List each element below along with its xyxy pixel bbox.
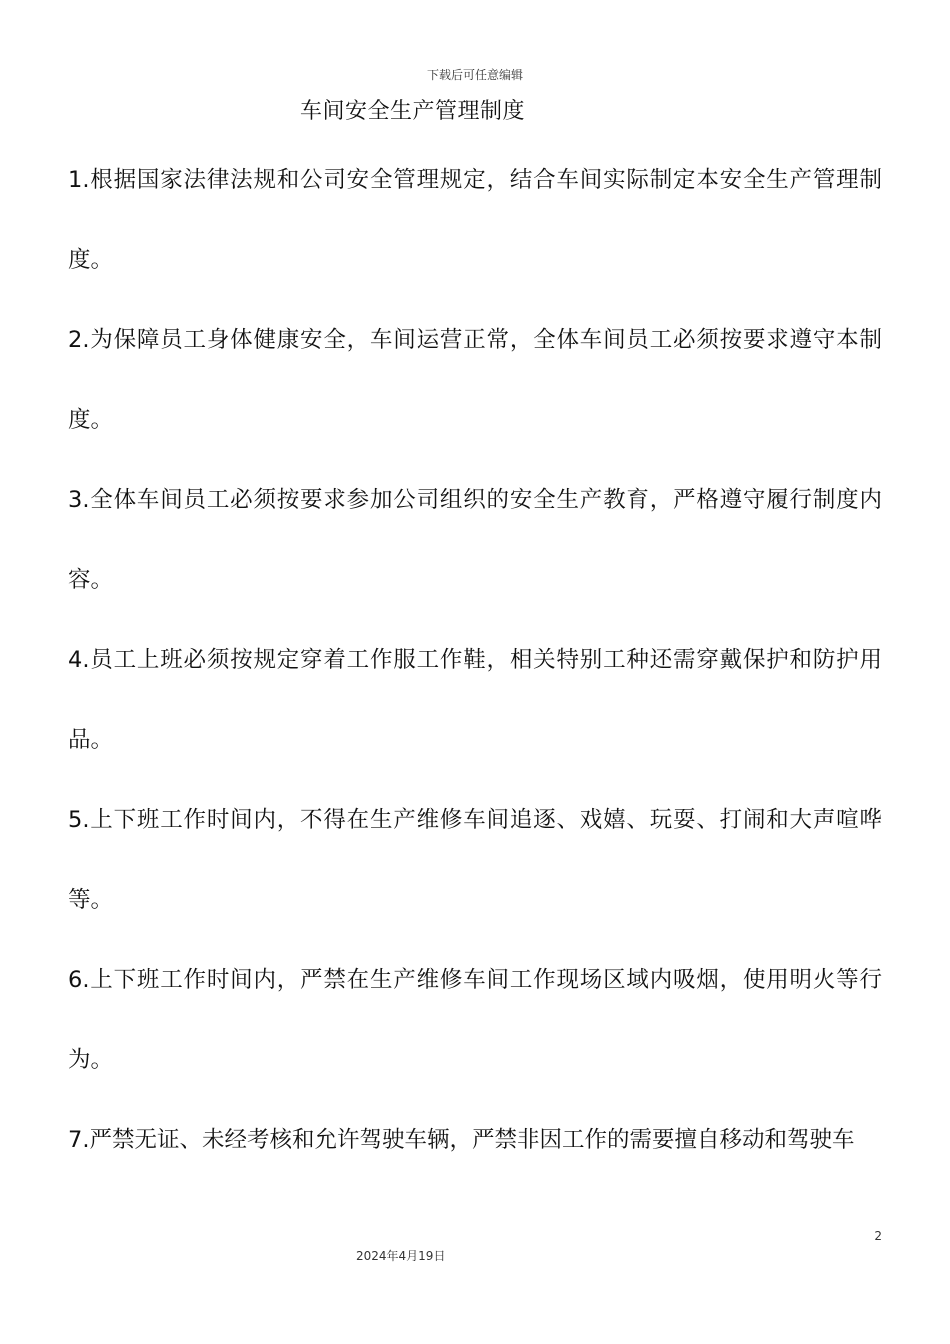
document-title: 车间安全生产管理制度: [300, 99, 526, 124]
footer-date: 2024年4月19日: [356, 1249, 446, 1263]
clause-7: 7.严禁无证、未经考核和允许驾驶车辆，严禁非因工作的需要擅自移动和驾驶车: [68, 1127, 855, 1153]
clause-5: 5.上下班工作时间内，不得在生产维修车间追逐、戏嬉、玩耍、打闹和大声喧哗等。: [68, 807, 882, 913]
clause-2: 2.为保障员工身体健康安全，车间运营正常，全体车间员工必须按要求遵守本制度。: [68, 327, 882, 433]
page-header-note: 下载后可任意编辑: [426, 68, 523, 82]
clause-4: 4.员工上班必须按规定穿着工作服工作鞋，相关特别工种还需穿戴保护和防护用品。: [68, 647, 882, 753]
clause-6: 6.上下班工作时间内，严禁在生产维修车间工作现场区域内吸烟，使用明火等行为。: [68, 967, 882, 1073]
clause-3: 3.全体车间员工必须按要求参加公司组织的安全生产教育，严格遵守履行制度内容。: [68, 487, 882, 593]
page-number: 2: [874, 1229, 882, 1243]
document-body: [68, 140, 882, 1180]
clause-1: 1.根据国家法律法规和公司安全管理规定，结合车间实际制定本安全生产管理制度。: [68, 167, 882, 273]
